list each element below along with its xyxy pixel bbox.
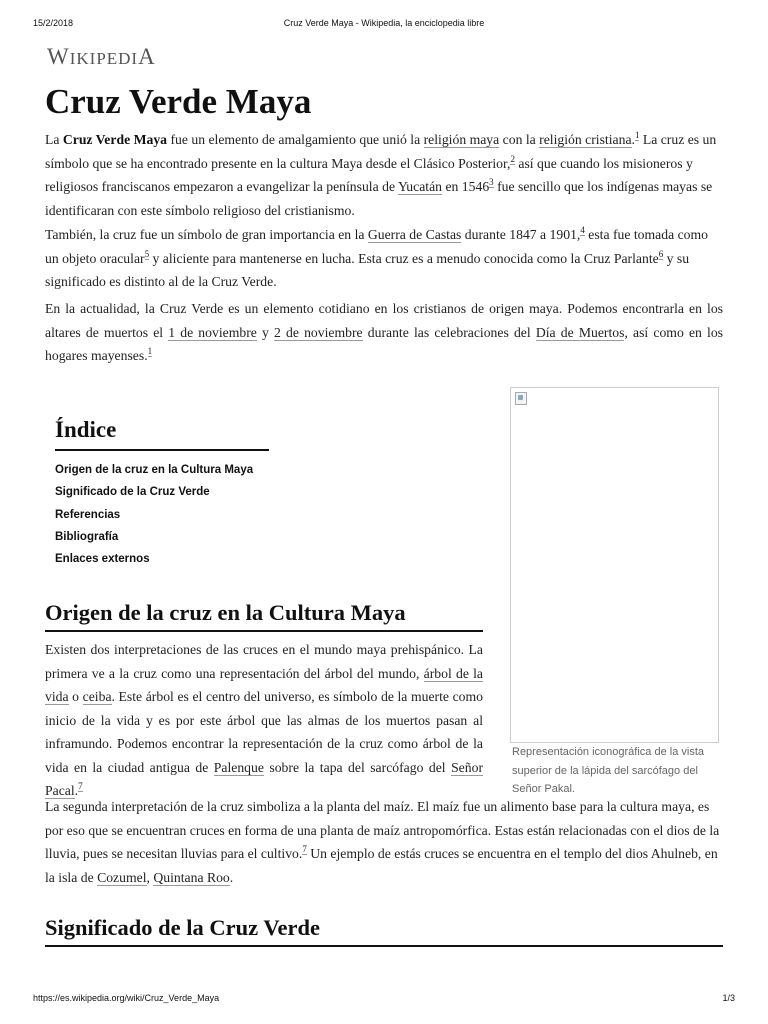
heading-significado: Significado de la Cruz Verde [45,913,723,947]
broken-image-icon [515,392,527,405]
toc-item-significado[interactable]: Significado de la Cruz Verde [55,486,210,499]
origen-paragraph-2: La segunda interpretación de la cruz simboliza a la planta del maíz. El maíz fue un alimento base para la cultura maya, es por eso que se encuentran cruces en forma de una planta de maíz antropomórfica. Estas están relacionadas con el dios de la lluvia, pues se necesitan lluvias para el cultivo.$^7$ Un ejemplo de estás cruces se encuentra en el templo del dios Ahulneb, en la isla de Cozumel, Quintana Roo. [45,799,720,885]
toc-item-origen[interactable]: Origen de la cruz en la Cultura Maya [55,464,254,476]
link-dia-de-muertos[interactable]: Día de Muertos [535,324,625,340]
toc-title: Índice [55,414,269,451]
toc-item-referencias[interactable]: Referencias [55,508,121,521]
ref-1-repeat[interactable]: 1 [147,346,153,357]
link-arbol-de-la-vida[interactable]: árbol de la vida [45,665,484,704]
origen-paragraph-1: Existen dos interpretaciones de las cruces en el mundo maya prehispánico. La primera ve a la cruz como una representación del árbol del mundo, árbol de la vida o ceiba. Este árbol es el centro del universo, es símbolo de la muerte como inicio de la vida y es por este árbol que las almas de los muertos pasan al inframundo. Podemos encontrar la representación de la cruz como árbol de la vida en la ciudad antigua de Palenque sobre la tapa del sarcófago del Señor Pacal.$^7$ [45,642,484,798]
toc-item-bibliografia[interactable]: Bibliografía [55,530,119,543]
page-title: Cruz Verde Maya [45,82,312,121]
print-title: Cruz Verde Maya - Wikipedia, la enciclopedia libre [283,18,485,28]
link-ceiba[interactable]: ceiba [82,689,112,704]
ref-2[interactable]: 2 [510,153,515,164]
toc-item-enlaces-externos[interactable]: Enlaces externos [55,553,150,566]
figure-pakal-lid[interactable] [510,387,719,743]
link-yucatan[interactable]: Yucatán [397,179,443,194]
logo-letters-middle: IKIPEDI [69,49,139,68]
print-date: 15/2/2018 [33,18,74,28]
link-quintana-roo[interactable]: Quintana Roo [153,869,230,885]
heading-origen: Origen de la cruz en la Cultura Maya [45,598,483,632]
ref-6[interactable]: 6 [658,248,664,259]
link-religion-maya[interactable]: religión maya [423,132,500,147]
link-guerra-de-castas[interactable]: Guerra de Castas [367,227,462,242]
link-cozumel[interactable]: Cozumel [97,869,147,885]
ref-3[interactable]: 3 [489,177,494,188]
link-1-de-noviembre[interactable]: 1 de noviembre [168,324,257,340]
wikipedia-logo[interactable] [47,44,156,70]
intro-paragraph-2: También, la cruz fue un símbolo de gran importancia en la Guerra de Castas durante 1847 a 1901,$^4$ esta fue tomada como un objeto oracular$^5$ y aliciente para mantenerse en lucha. Esta cruz es a menudo conocida como la Cruz Parlante$^6$ y su significado es distinto al de la Cruz Verde. [45,225,709,289]
print-url: https://es.wikipedia.org/wiki/Cruz_Verde_Maya [33,993,220,1003]
print-page-number: 1/3 [722,993,735,1003]
logo-letter-last: A [138,44,156,69]
ref-4[interactable]: 4 [580,225,585,236]
ref-7[interactable]: 7 [78,781,83,792]
link-senor-pacal[interactable]: Señor Pacal [45,759,483,798]
ref-1[interactable]: 1 [634,130,640,141]
table-of-contents [55,414,269,570]
figure-caption: Representación iconográfica de la vista superior de la lápida del sarcófago del Señor Pakal. [512,746,705,795]
intro-paragraph-3: En la actualidad, la Cruz Verde es un elemento cotidiano en los cristianos de origen maya. Podemos encontrarla en los altares de muertos el 1 de noviembre y 2 de noviembre durante las celebraciones del Día de Muertos, así como en los hogares mayenses.$^1$ [45,301,723,363]
link-palenque[interactable]: Palenque [213,759,264,775]
logo-letter-first: W [47,44,70,69]
ref-5[interactable]: 5 [144,248,150,259]
intro-paragraph-1: La Cruz Verde Maya fue un elemento de amalgamiento que unió la religión maya con la religión cristiana.$^1$ La cruz es un símbolo que se ha encontrado presente en la cultura Maya desde el Clásico Posterior,$^2$ así que cuando los misioneros y religiosos franciscanos empezaron a evangelizar la península de Yucatán en 1546$^3$ fue sencillo que los indígenas mayas se identificaran con este símbolo religioso del cristianismo. [45,130,717,218]
link-religion-cristiana[interactable]: religión cristiana [539,132,632,147]
link-2-de-noviembre[interactable]: 2 de noviembre [274,324,363,340]
article-subject: Cruz Verde Maya [62,132,168,147]
ref-7-repeat[interactable]: 7 [302,844,307,855]
